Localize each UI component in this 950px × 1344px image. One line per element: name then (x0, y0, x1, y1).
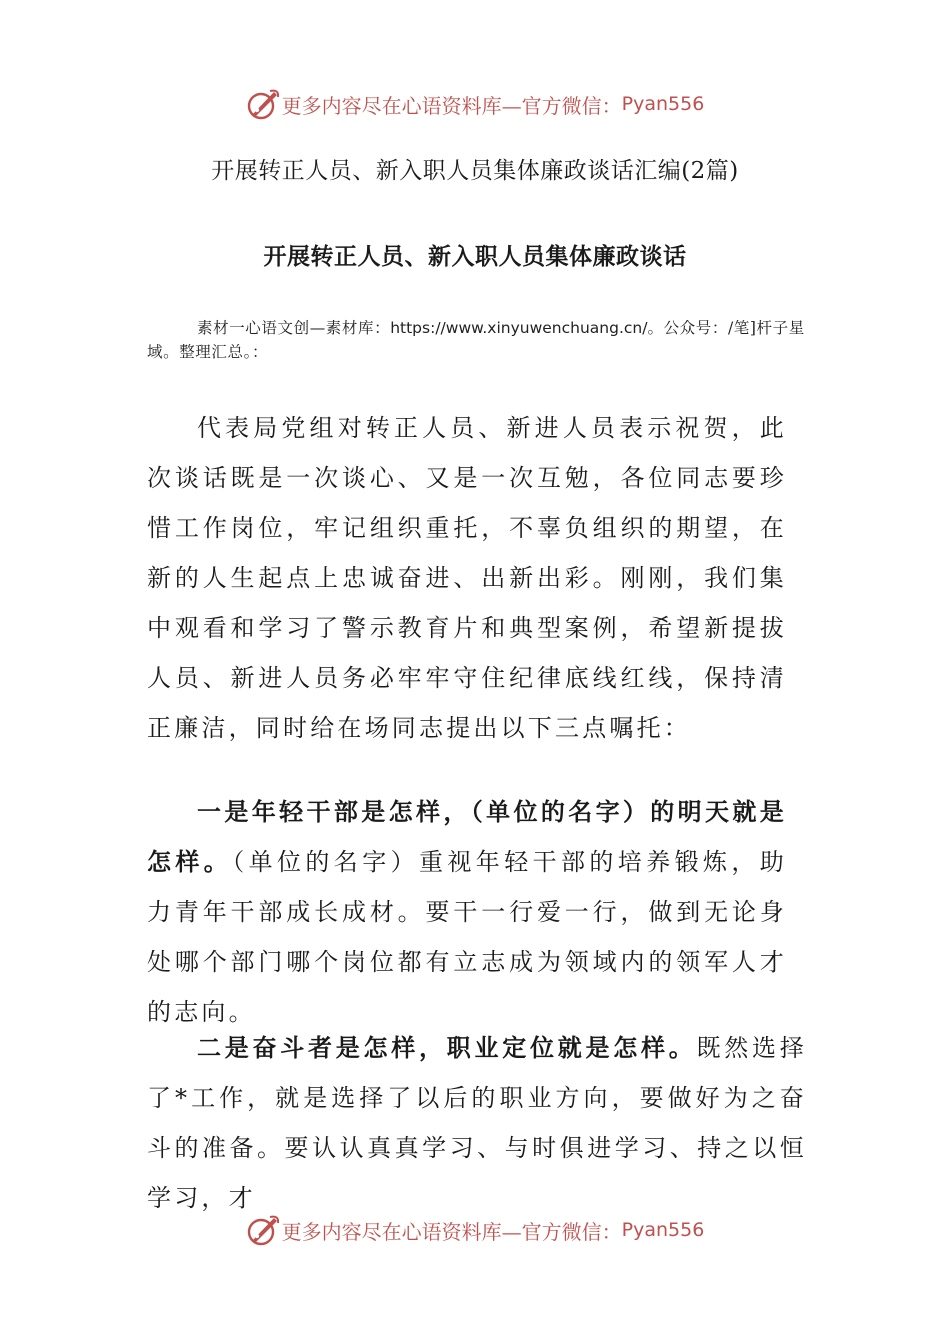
paragraph-2-heading: 一是年轻干部是怎样，（单位的名字）的明天就是怎样。 (147, 797, 787, 876)
source-note (147, 316, 807, 364)
banner-wechat-id: Pyan556 (621, 1219, 705, 1241)
source-prefix: 素材一心语文创—素材库： (197, 319, 391, 337)
paragraph-3-heading: 二是奋斗者是怎样，职业定位就是怎样。 (197, 1033, 697, 1062)
banner-text: 更多内容尽在心语资料库—官方微信： (281, 1219, 622, 1244)
footer-banner (0, 1210, 950, 1250)
quill-pen-logo-icon (246, 1213, 280, 1247)
source-suffix: 。公众号：/笔]杆子星域。整理汇总。： (147, 319, 805, 361)
body-paragraph-3 (147, 1023, 807, 1223)
banner-wechat-id: Pyan556 (621, 93, 705, 115)
paragraph-2-text: （单位的名字）重视年轻干部的培养锻炼，助力青年干部成长成材。要干一行爱一行，做到无论身处哪个部门哪个岗位都有立志成为领域内的领军人才的志向。 (147, 848, 787, 1026)
banner-text: 更多内容尽在心语资料库—官方微信： (281, 93, 622, 118)
quill-pen-logo-icon (246, 87, 280, 121)
document-title: 开展转正人员、新入职人员集体廉政谈话汇编(2篇) (211, 158, 739, 184)
paragraph-3-text: 既然选择了*工作，就是选择了以后的职业方向，要做好为之奋斗的准备。要认认真真学习、与时俱进学习、持之以恒学习，才 (147, 1034, 807, 1212)
body-paragraph-2 (147, 787, 787, 1037)
section-title: 开展转正人员、新入职人员集体廉政谈话 (263, 243, 687, 270)
header-banner (0, 84, 950, 124)
body-paragraph-1: 代表局党组对转正人员、新进人员表示祝贺，此次谈话既是一次谈心、又是一次互勉，各位同志要珍惜工作岗位，牢记组织重托，不辜负组织的期望，在新的人生起点上忠诚奋进、出新出彩。刚刚，我们集中观看和学习了警示教育片和典型案例，希望新提拔人员、新进人员务必牢牢守住纪律底线红线，保持清正廉洁，同时给在场同志提出以下三点嘱托： (147, 414, 787, 742)
source-url: https://www.xinyuwenchuang.cn/ (390, 319, 648, 337)
